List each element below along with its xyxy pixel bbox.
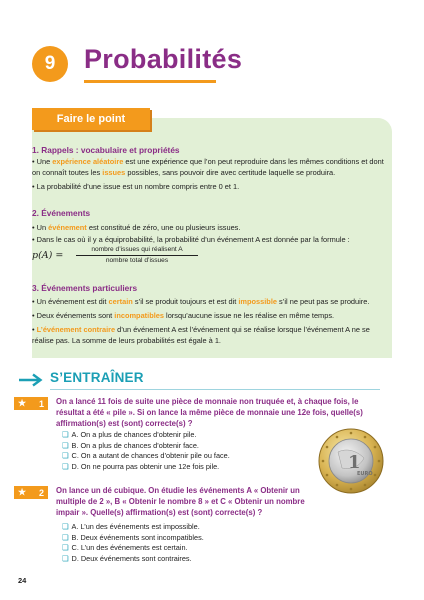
- section-3-bullet-2: [32, 310, 388, 321]
- coin-value: 1: [348, 452, 361, 473]
- section-1-bullet-1: [32, 156, 388, 178]
- option-label: B. On a plus de chances d’obtenir face.: [71, 440, 199, 450]
- text: d’un événement A est l’événement qui se réalise lorsque l’événement A ne se réalise pas. La somme de leurs probabilités est égale à 1.: [32, 325, 370, 345]
- text: • Une: [32, 157, 53, 166]
- checkbox-icon[interactable]: ❏: [62, 543, 69, 552]
- highlight-term: certain: [108, 297, 133, 306]
- text: s’il ne peut pas se produire.: [276, 297, 370, 306]
- option-a[interactable]: [62, 430, 302, 441]
- section-1-heading: 1. Rappels : vocabulaire et propriétés: [32, 145, 180, 155]
- exercise-2-badge: [14, 486, 48, 499]
- text: • Un événement est dit: [32, 297, 109, 306]
- arrow-right-icon: [18, 373, 44, 387]
- section-2-bullet-2: • Dans le cas où il y a équiprobabilité, la probabilité d’un événement A est donnée par la formule :: [32, 235, 350, 244]
- option-label: C. On a autant de chances d’obtenir pile ou face.: [71, 451, 230, 460]
- chapter-title: Probabilités: [84, 44, 243, 74]
- text: possibles, sans pouvoir dire avec certitude laquelle se produira.: [125, 168, 336, 177]
- option-d[interactable]: [62, 462, 302, 473]
- formula-denominator: nombre total d’issues: [105, 256, 169, 264]
- exercise-1-question: On a lancé 11 fois de suite une pièce de monnaie non truquée et, à chaque fois, le résultat a été « pile ». Si on lance la même pièce de monnaie une 12e fois, quelle(s) affirmation(s) est (sont) correcte(s) ?: [56, 397, 363, 428]
- section-3-heading: 3. Événements particuliers: [32, 283, 138, 293]
- text: • Un: [32, 223, 49, 232]
- euro-coin-image: [318, 428, 384, 494]
- section-2-bullet-1: [32, 222, 388, 233]
- section-divider: [50, 389, 380, 390]
- text: est une expérience que l’on peut reproduire dans les mêmes conditions et dont on connaît toutes les: [32, 157, 384, 177]
- star-icon: ★: [18, 398, 27, 408]
- highlight-term: incompatibles: [114, 311, 164, 320]
- section-3-bullet-3: [32, 324, 388, 346]
- option-label: A. L’un des événements est impossible.: [71, 522, 200, 531]
- highlight-term: expérience aléatoire: [52, 157, 124, 166]
- option-b[interactable]: [62, 533, 302, 544]
- section-title-sentrainer: S’ENTRAÎNER: [50, 370, 144, 385]
- option-label: D. On ne pourra pas obtenir une 12e fois pile.: [71, 461, 220, 471]
- checkbox-icon[interactable]: ❏: [62, 440, 69, 450]
- chapter-title-underline: [84, 80, 216, 83]
- checkbox-icon[interactable]: ❏: [62, 532, 69, 542]
- text: lorsqu’aucune issue ne les réalise en même temps.: [164, 311, 335, 320]
- option-c[interactable]: [62, 451, 302, 462]
- checkbox-icon[interactable]: ❏: [62, 461, 69, 471]
- section-1-bullet-2: • La probabilité d’une issue est un nombre compris entre 0 et 1.: [32, 182, 240, 191]
- highlight-term: impossible: [238, 297, 277, 306]
- option-label: C. L’un des événements est certain.: [71, 543, 188, 552]
- exercise-2-options: [62, 522, 302, 564]
- page-number: 24: [18, 576, 27, 585]
- exercise-2-question: On lance un dé cubique. On étudie les événements A « Obtenir un multiple de 2 », B « Obtenir le nombre 8 » et C « Obtenir un nombre impair ». Quelle(s) affirmation(s) est (sont) correcte(s) ?: [56, 486, 305, 517]
- exercise-number: 1: [38, 398, 44, 409]
- option-a[interactable]: [62, 522, 302, 533]
- chapter-number: 9: [44, 53, 56, 74]
- option-c[interactable]: [62, 543, 302, 554]
- chapter-number-badge: [32, 46, 68, 82]
- text: s’il se produit toujours et est dit: [132, 297, 239, 306]
- section-2-heading: 2. Événements: [32, 208, 91, 218]
- option-label: A. On a plus de chances d’obtenir pile.: [71, 430, 197, 439]
- option-b[interactable]: [62, 441, 302, 452]
- exercise-1-options: [62, 430, 302, 472]
- highlight-term: L’événement contraire: [36, 325, 116, 334]
- formula-numerator: nombre d’issues qui réalisent A: [91, 246, 183, 253]
- option-label: B. Deux événements sont incompatibles.: [71, 532, 204, 542]
- star-icon: ★: [18, 487, 27, 497]
- option-d[interactable]: [62, 554, 302, 565]
- exercise-number: 2: [38, 487, 44, 498]
- checkbox-icon[interactable]: ❏: [62, 451, 69, 460]
- highlight-term: issues: [102, 168, 126, 177]
- exercise-1-badge: [14, 397, 48, 410]
- highlight-term: événement: [48, 223, 87, 232]
- coin-text: EURO: [357, 471, 373, 477]
- fraction-bar: [76, 255, 198, 256]
- faire-le-point-tab: Faire le point: [32, 108, 150, 130]
- option-label: D. Deux événements sont contraires.: [71, 553, 192, 563]
- text: • Deux événements sont: [32, 311, 115, 320]
- text: est constitué de zéro, une ou plusieurs issues.: [86, 223, 241, 232]
- text: •: [32, 325, 37, 334]
- checkbox-icon[interactable]: ❏: [62, 553, 69, 563]
- section-3-bullet-1: [32, 296, 388, 307]
- checkbox-icon[interactable]: ❏: [62, 430, 69, 439]
- formula-lhs: p(A) =: [32, 250, 64, 261]
- checkbox-icon[interactable]: ❏: [62, 522, 69, 531]
